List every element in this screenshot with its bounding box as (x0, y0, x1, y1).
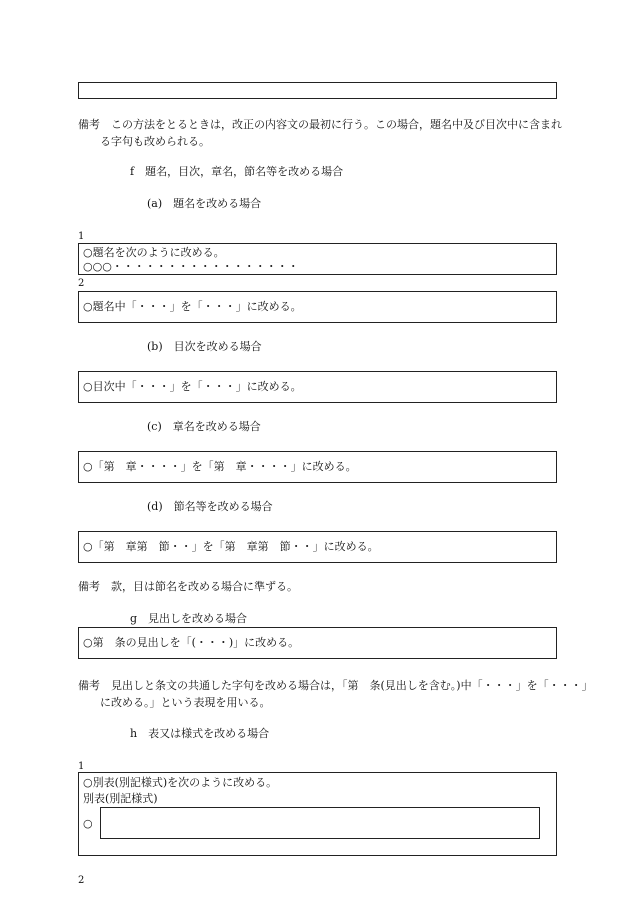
example-d-box (78, 531, 557, 563)
heading-a: (a) 題名を改める場合 (147, 197, 262, 210)
top-empty-box (78, 82, 557, 99)
example-a2-box (78, 291, 557, 323)
heading-f: f 題名，目次，章名，節名等を改める場合 (130, 165, 344, 178)
example-c-line-1: ○「第 章・・・・」を「第 章・・・・」に改める。 (83, 460, 357, 473)
example-c-box (78, 451, 557, 483)
heading-b: (b) 目次を改める場合 (147, 340, 262, 353)
example-d-line-1: ○「第 章第 節・・」を「第 章第 節・・」に改める。 (83, 540, 379, 553)
example-h1-line-2: 別表(別記様式) (83, 792, 158, 805)
example-b-box (78, 371, 557, 403)
example-h1-box (78, 772, 557, 856)
example-g-box (78, 627, 557, 659)
note-3-line-2: に改める。」という表現を用いる。 (100, 696, 271, 709)
example-h1-inner-table-box (100, 807, 540, 839)
example-a1-box (78, 243, 557, 275)
example-h2-number: 2 (78, 875, 85, 886)
note-1-line-1: 備考 この方法をとるときは，改正の内容文の最初に行う。この場合，題名中及び目次中に含まれ (78, 118, 562, 131)
heading-g: g 見出しを改める場合 (130, 612, 248, 625)
example-g-line-1: ○第 条の見出しを「(・・・)」に改める。 (83, 636, 300, 649)
example-h1-number: 1 (78, 761, 85, 772)
note-3 (78, 677, 593, 711)
example-h1-line-1: ○別表(別記様式)を次のように改める。 (83, 776, 278, 789)
example-a2-number: 2 (78, 278, 85, 289)
heading-h: h 表又は様式を改める場合 (130, 727, 270, 740)
example-b-line-1: ○目次中「・・・」を「・・・」に改める。 (83, 380, 302, 393)
example-a1-line-2: ○○○・・・・・・・・・・・・・・・・・ (83, 260, 299, 273)
example-a1-number: 1 (78, 231, 85, 242)
heading-c: (c) 章名を改める場合 (147, 420, 261, 433)
note-1-line-2: る字句も改められる。 (100, 135, 210, 148)
note-1 (78, 116, 563, 150)
note-3-line-1: 備考 見出しと条文の共通した字句を改める場合は，「第 条(見出しを含む。)中「・・・」を「・・・」 (78, 679, 593, 692)
example-h1-circle: ○ (83, 817, 93, 830)
example-a1-line-1: ○題名を次のように改める。 (83, 246, 225, 259)
example-a2-line-1: ○題名中「・・・」を「・・・」に改める。 (83, 300, 302, 313)
heading-d: (d) 節名等を改める場合 (147, 500, 273, 513)
note-2: 備考 款，目は節名を改める場合に準ずる。 (78, 580, 298, 593)
